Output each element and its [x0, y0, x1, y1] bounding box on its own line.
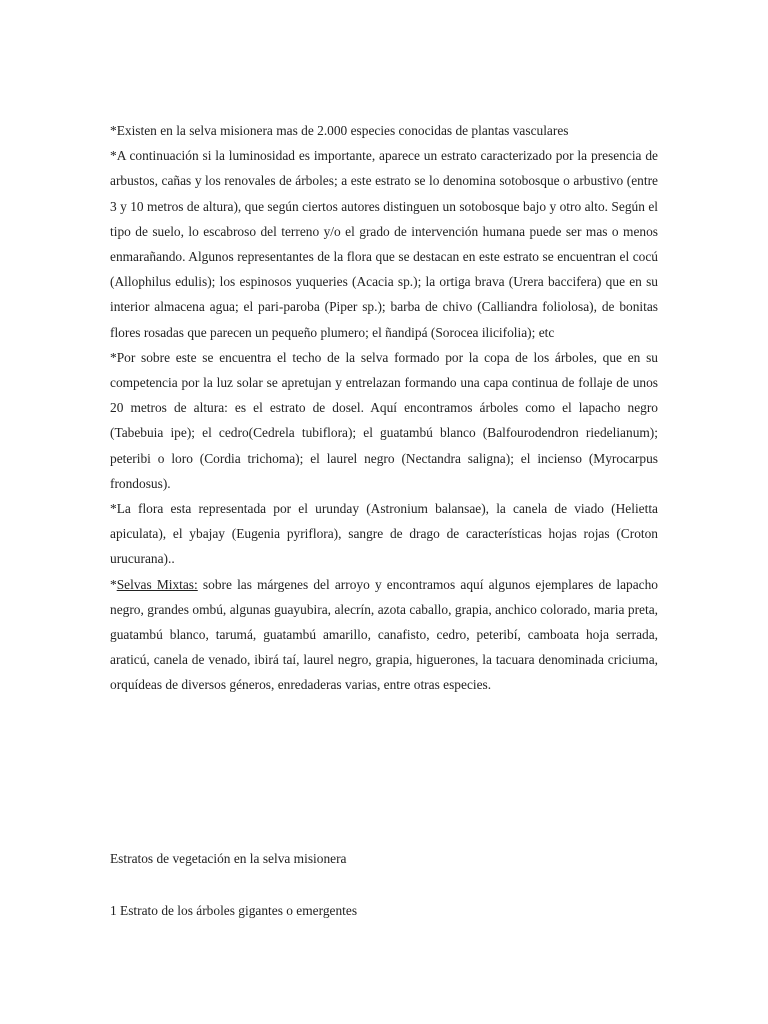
- paragraph-selvas-mixtas-text: sobre las márgenes del arroyo y encontramos aquí algunos ejemplares de lapacho negro, grandes ombú, algunas guayubira, alecrín, azota caballo, grapia, anchico colorado, maria preta, guatambú blanco, tarumá, guatambú amarillo, canafisto, cedro, peteribí, camboata hoja serrada, araticú, canela de venado, ibirá taí, laurel negro, grapia, higuerones, la tacuara denominada criciuma, orquídeas de diversos géneros, enredaderas varias, entre otras especies.: [110, 576, 658, 693]
- underlined-term: Selvas Mixtas:: [116, 576, 198, 592]
- document-body: [110, 118, 658, 698]
- paragraph-dosel: *Por sobre este se encuentra el techo de la selva formado por la copa de los árboles, que en su competencia por la luz solar se apretujan y entrelazan formando una capa continua de follaje de unos 20 metros de altura: es el estrato de dosel. Aquí encontramos árboles como el lapacho negro (Tabebuia ipe); el cedro(Cedrela tubiflora); el guatambú blanco (Balfourodendron riedelianum); peteribi o loro (Cordia trichoma); el laurel negro (Nectandra saligna); el incienso (Myrocarpus frondosus).: [110, 349, 658, 491]
- subsection-heading: 1 Estrato de los árboles gigantes o emergentes: [110, 903, 358, 918]
- paragraph-sotobosque: *A continuación si la luminosidad es importante, aparece un estrato caracterizado por la presencia de arbustos, cañas y los renovales de árboles; a este estrato se lo denomina sotobosque o arbustivo (entre 3 y 10 metros de altura), que según ciertos autores distinguen un sotobosque bajo y otro alto. Según el tipo de suelo, lo escabroso del terreno y/o el grado de intervención humana puede ser mas o menos enmarañando. Algunos representantes de la flora que se destacan en este estrato se encuentran el cocú (Allophilus edulis); los espinosos yuqueries (Acacia sp.); la ortiga brava (Urera baccifera) que en su interior almacena agua; el pari-paroba (Piper sp.); barba de chivo (Calliandra foliolosa), de bonitas flores rosadas que parecen un pequeño plumero; el ñandipá (Sorocea ilicifolia); etc: [110, 148, 658, 340]
- paragraph-species-count: *Existen en la selva misionera mas de 2.000 especies conocidas de plantas vasculares: [110, 123, 569, 138]
- bullet-asterisk: *: [110, 576, 117, 592]
- section-title: Estratos de vegetación en la selva misionera: [110, 851, 347, 866]
- paragraph-flora: *La flora esta representada por el urunday (Astronium balansae), la canela de viado (Helietta apiculata), el ybajay (Eugenia pyriflora), sangre de drago de características hojas rojas (Croton urucurana)..: [110, 501, 658, 567]
- paragraph-selvas-mixtas: [110, 572, 658, 698]
